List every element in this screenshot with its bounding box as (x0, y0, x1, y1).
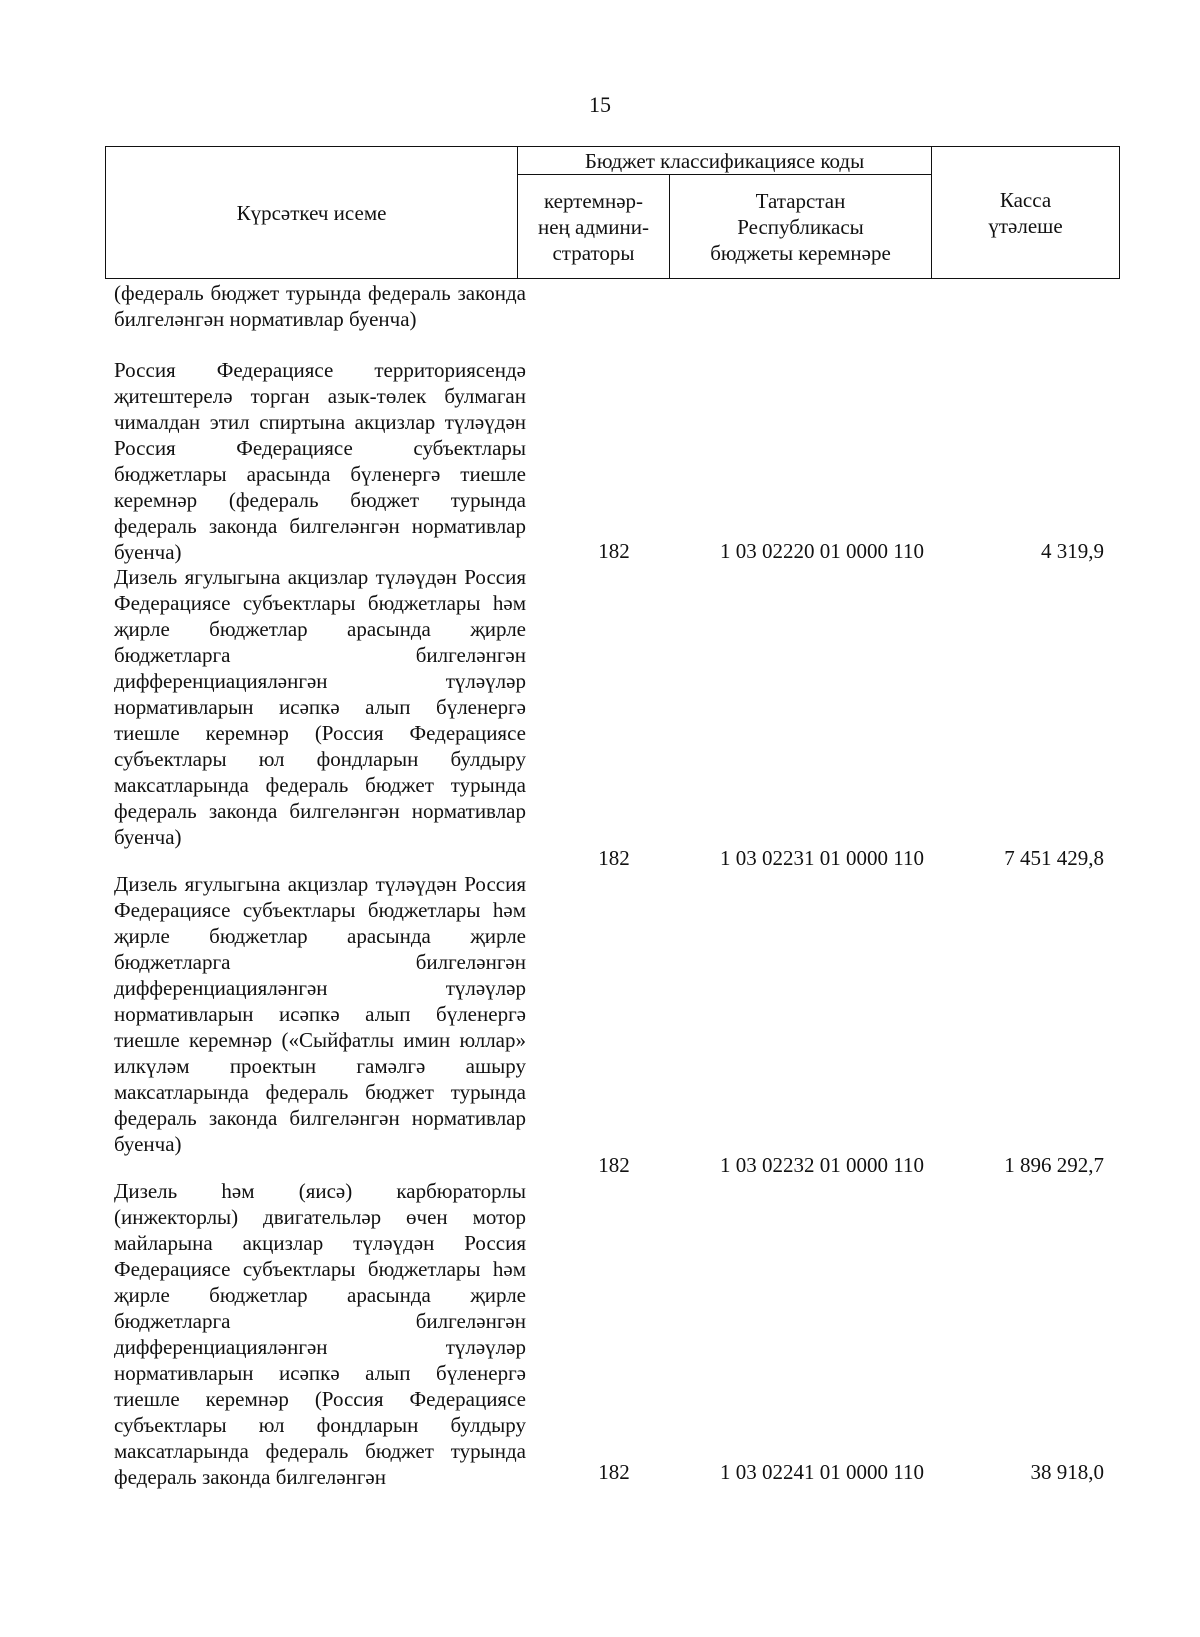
row-1-code: 1 03 02220 01 0000 110 (720, 539, 924, 563)
row-2-admin: 182 (598, 846, 630, 870)
row-1-name: Россия Федерациясе территориясендә җитештерелә торган азык-төлек булмаган чималдан этил спиртына акцизлар түләүдән Россия Федерациясе субъектлары бюджетлары арасында бүленергә тиешле керемнәр (федераль бюджет турында федераль законда билгеләнгән нормативлар буенча) (114, 358, 526, 564)
row-2-code: 1 03 02231 01 0000 110 (720, 846, 924, 870)
row-1-sum: 4 319,9 (1041, 539, 1104, 563)
row-4-admin: 182 (598, 1460, 630, 1484)
row-3-code: 1 03 02232 01 0000 110 (720, 1153, 924, 1177)
table-header (105, 146, 1120, 279)
row-2-sum: 7 451 429,8 (1004, 846, 1104, 870)
row-3-sum: 1 896 292,7 (1004, 1153, 1104, 1177)
row-4-name: Дизель һәм (яисә) карбюраторлы (инжекторлы) двигательләр өчен мотор майларына акцизлар түләүдән Россия Федерациясе субъектлары бюджетлары һәм җирле бюджетлар арасында җирле бюджетларга билгеләнгән дифференциацияләнгән түләүләр нормативларын исәпкә алып бүленергә тиешле керемнәр (Россия Федерациясе субъектлары юл фондларын булдыру максатларында федераль бюджет турында федераль законда билгеләнгән (114, 1179, 526, 1489)
row-2-name: Дизель ягулыгына акцизлар түләүдән Россия Федерациясе субъектлары бюджетлары һәм җирле бюджетлар арасында җирле бюджетларга билгеләнгән дифференциацияләнгән түләүләр нормативларын исәпкә алып бүленергә тиешле керемнәр (Россия Федерациясе субъектлары юл фондларын булдыру максатларында федераль бюджет турында федераль законда билгеләнгән нормативлар буенча) (114, 565, 526, 849)
header-revenue: Татарстан Республикасы бюджеты керемнәре (670, 175, 932, 279)
page-number: 15 (589, 92, 611, 117)
row-3-admin: 182 (598, 1153, 630, 1177)
row-4-sum: 38 918,0 (1030, 1460, 1104, 1484)
row-4-code: 1 03 02241 01 0000 110 (720, 1460, 924, 1484)
header-admin: кертемнәр-нең админи-страторы (518, 175, 670, 279)
header-budget-code-group: Бюджет классификациясе коды (518, 147, 932, 175)
row-1-admin: 182 (598, 539, 630, 563)
header-sum: Касса үтәлеше (932, 147, 1120, 279)
header-name: Күрсәткеч исеме (106, 147, 518, 279)
row-3-name: Дизель ягулыгына акцизлар түләүдән Россия Федерациясе субъектлары бюджетлары һәм җирле бюджетлар арасында җирле бюджетларга билгеләнгән дифференциацияләнгән түләүләр нормативларын исәпкә алып бүленергә тиешле керемнәр («Сыйфатлы имин юллар» илкүләм проектын гамәлгә ашыру максатларында федераль бюджет турында федераль законда билгеләнгән нормативлар буенча) (114, 872, 526, 1156)
row-0-name: (федераль бюджет турында федераль законда билгеләнгән нормативлар буенча) (114, 281, 526, 331)
